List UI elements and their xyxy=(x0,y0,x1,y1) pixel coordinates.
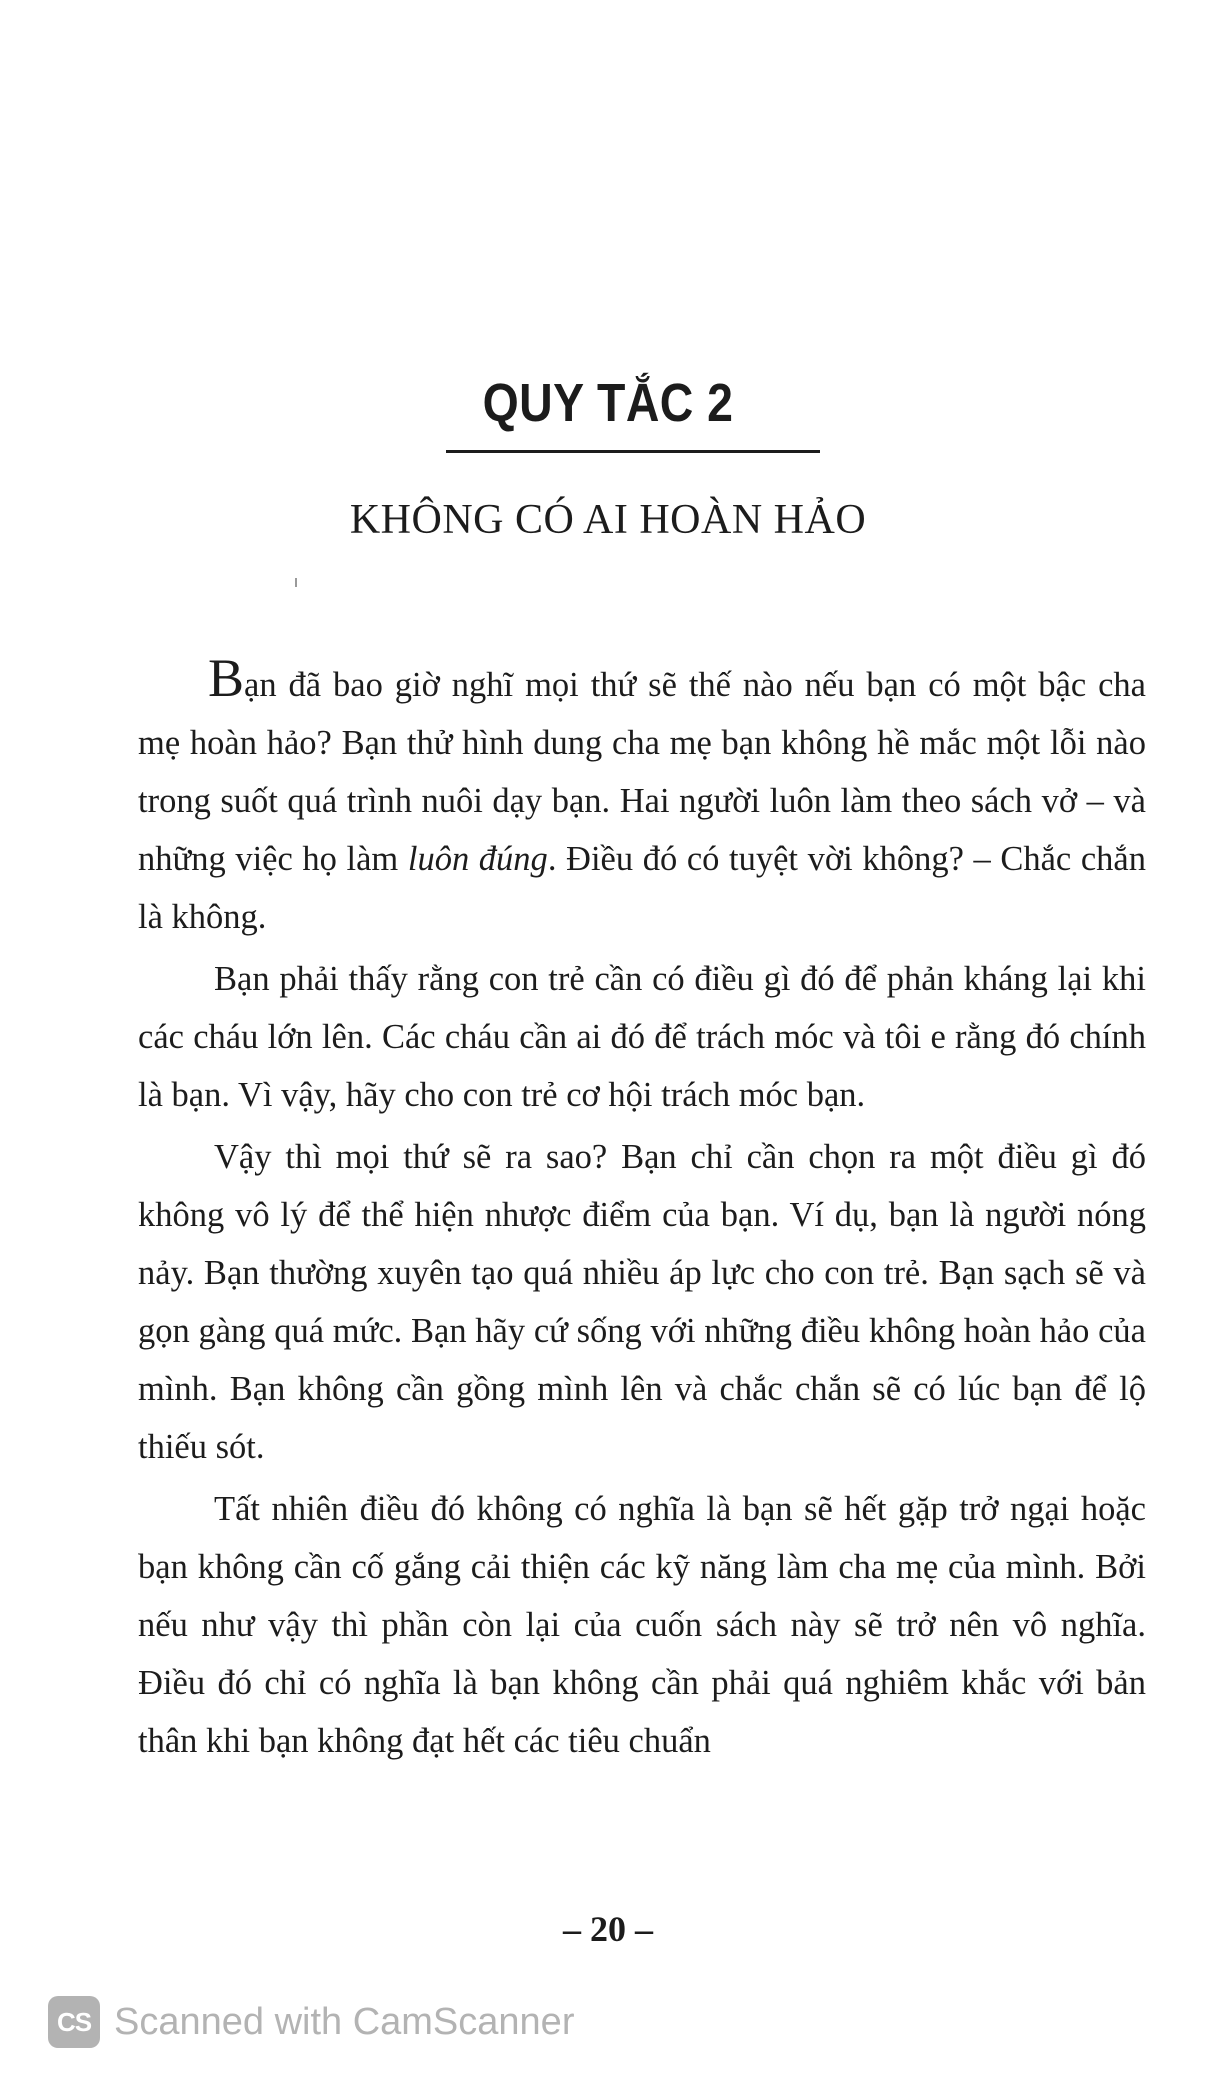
paragraph-3: Vậy thì mọi thứ sẽ ra sao? Bạn chỉ cần chọn ra một điều gì đó không vô lý để thể hiện nhược điểm của bạn. Ví dụ, bạn là người nóng nảy. Bạn thường xuyên tạo quá nhiều áp lực cho con trẻ. Bạn sạch sẽ và gọn gàng quá mức. Bạn hãy cứ sống với những điều không hoàn hảo của mình. Bạn không cần gồng mình lên và chắc chắn sẽ có lúc bạn để lộ thiếu sót. xyxy=(138,1138,1146,1466)
scan-speck xyxy=(295,578,297,587)
body-text xyxy=(138,648,1146,1774)
paragraph-2: Bạn phải thấy rằng con trẻ cần có điều gì đó để phản kháng lại khi các cháu lớn lên. Các cháu cần ai đó để trách móc và tôi e rằng đó chính là bạn. Vì vậy, hãy cho con trẻ cơ hội trách móc bạn. xyxy=(138,960,1146,1114)
watermark-text: Scanned with CamScanner xyxy=(114,2000,575,2043)
paragraph-1 xyxy=(138,648,1146,946)
camscanner-watermark xyxy=(48,1994,574,2050)
paragraph-1-emphasis: luôn đúng xyxy=(407,840,548,878)
paragraph-1-text-end: . Điều đó có tuyệt vời không? – Chắc chắn là không. xyxy=(138,840,1146,936)
dropcap-letter: B xyxy=(208,648,245,708)
paragraph-4: Tất nhiên điều đó không có nghĩa là bạn sẽ hết gặp trở ngại hoặc bạn không cần cố gắng cải thiện các kỹ năng làm cha mẹ của mình. Bởi nếu như vậy thì phần còn lại của cuốn sách này sẽ trở nên vô nghĩa. Điều đó chỉ có nghĩa là bạn không cần phải quá nghiêm khắc với bản thân khi bạn không đạt hết các tiêu chuẩn xyxy=(138,1490,1146,1760)
camscanner-logo-icon: CS xyxy=(48,1996,100,2048)
heading-rule xyxy=(446,450,820,453)
chapter-subtitle: KHÔNG CÓ AI HOÀN HẢO xyxy=(349,497,867,543)
paragraph-1-text-start: ạn đã bao giờ nghĩ mọi thứ sẽ thế nào nếu bạn có một bậc cha mẹ hoàn hảo? Bạn thử hình dung cha mẹ bạn không hề mắc một lỗi nào trong suốt quá trình nuôi dạy bạn. Hai người luôn làm theo sách vở – và những việc họ làm xyxy=(138,666,1146,878)
chapter-heading: QUY TẮC 2 xyxy=(482,373,734,433)
page-number: – 20 – xyxy=(563,1909,653,1949)
